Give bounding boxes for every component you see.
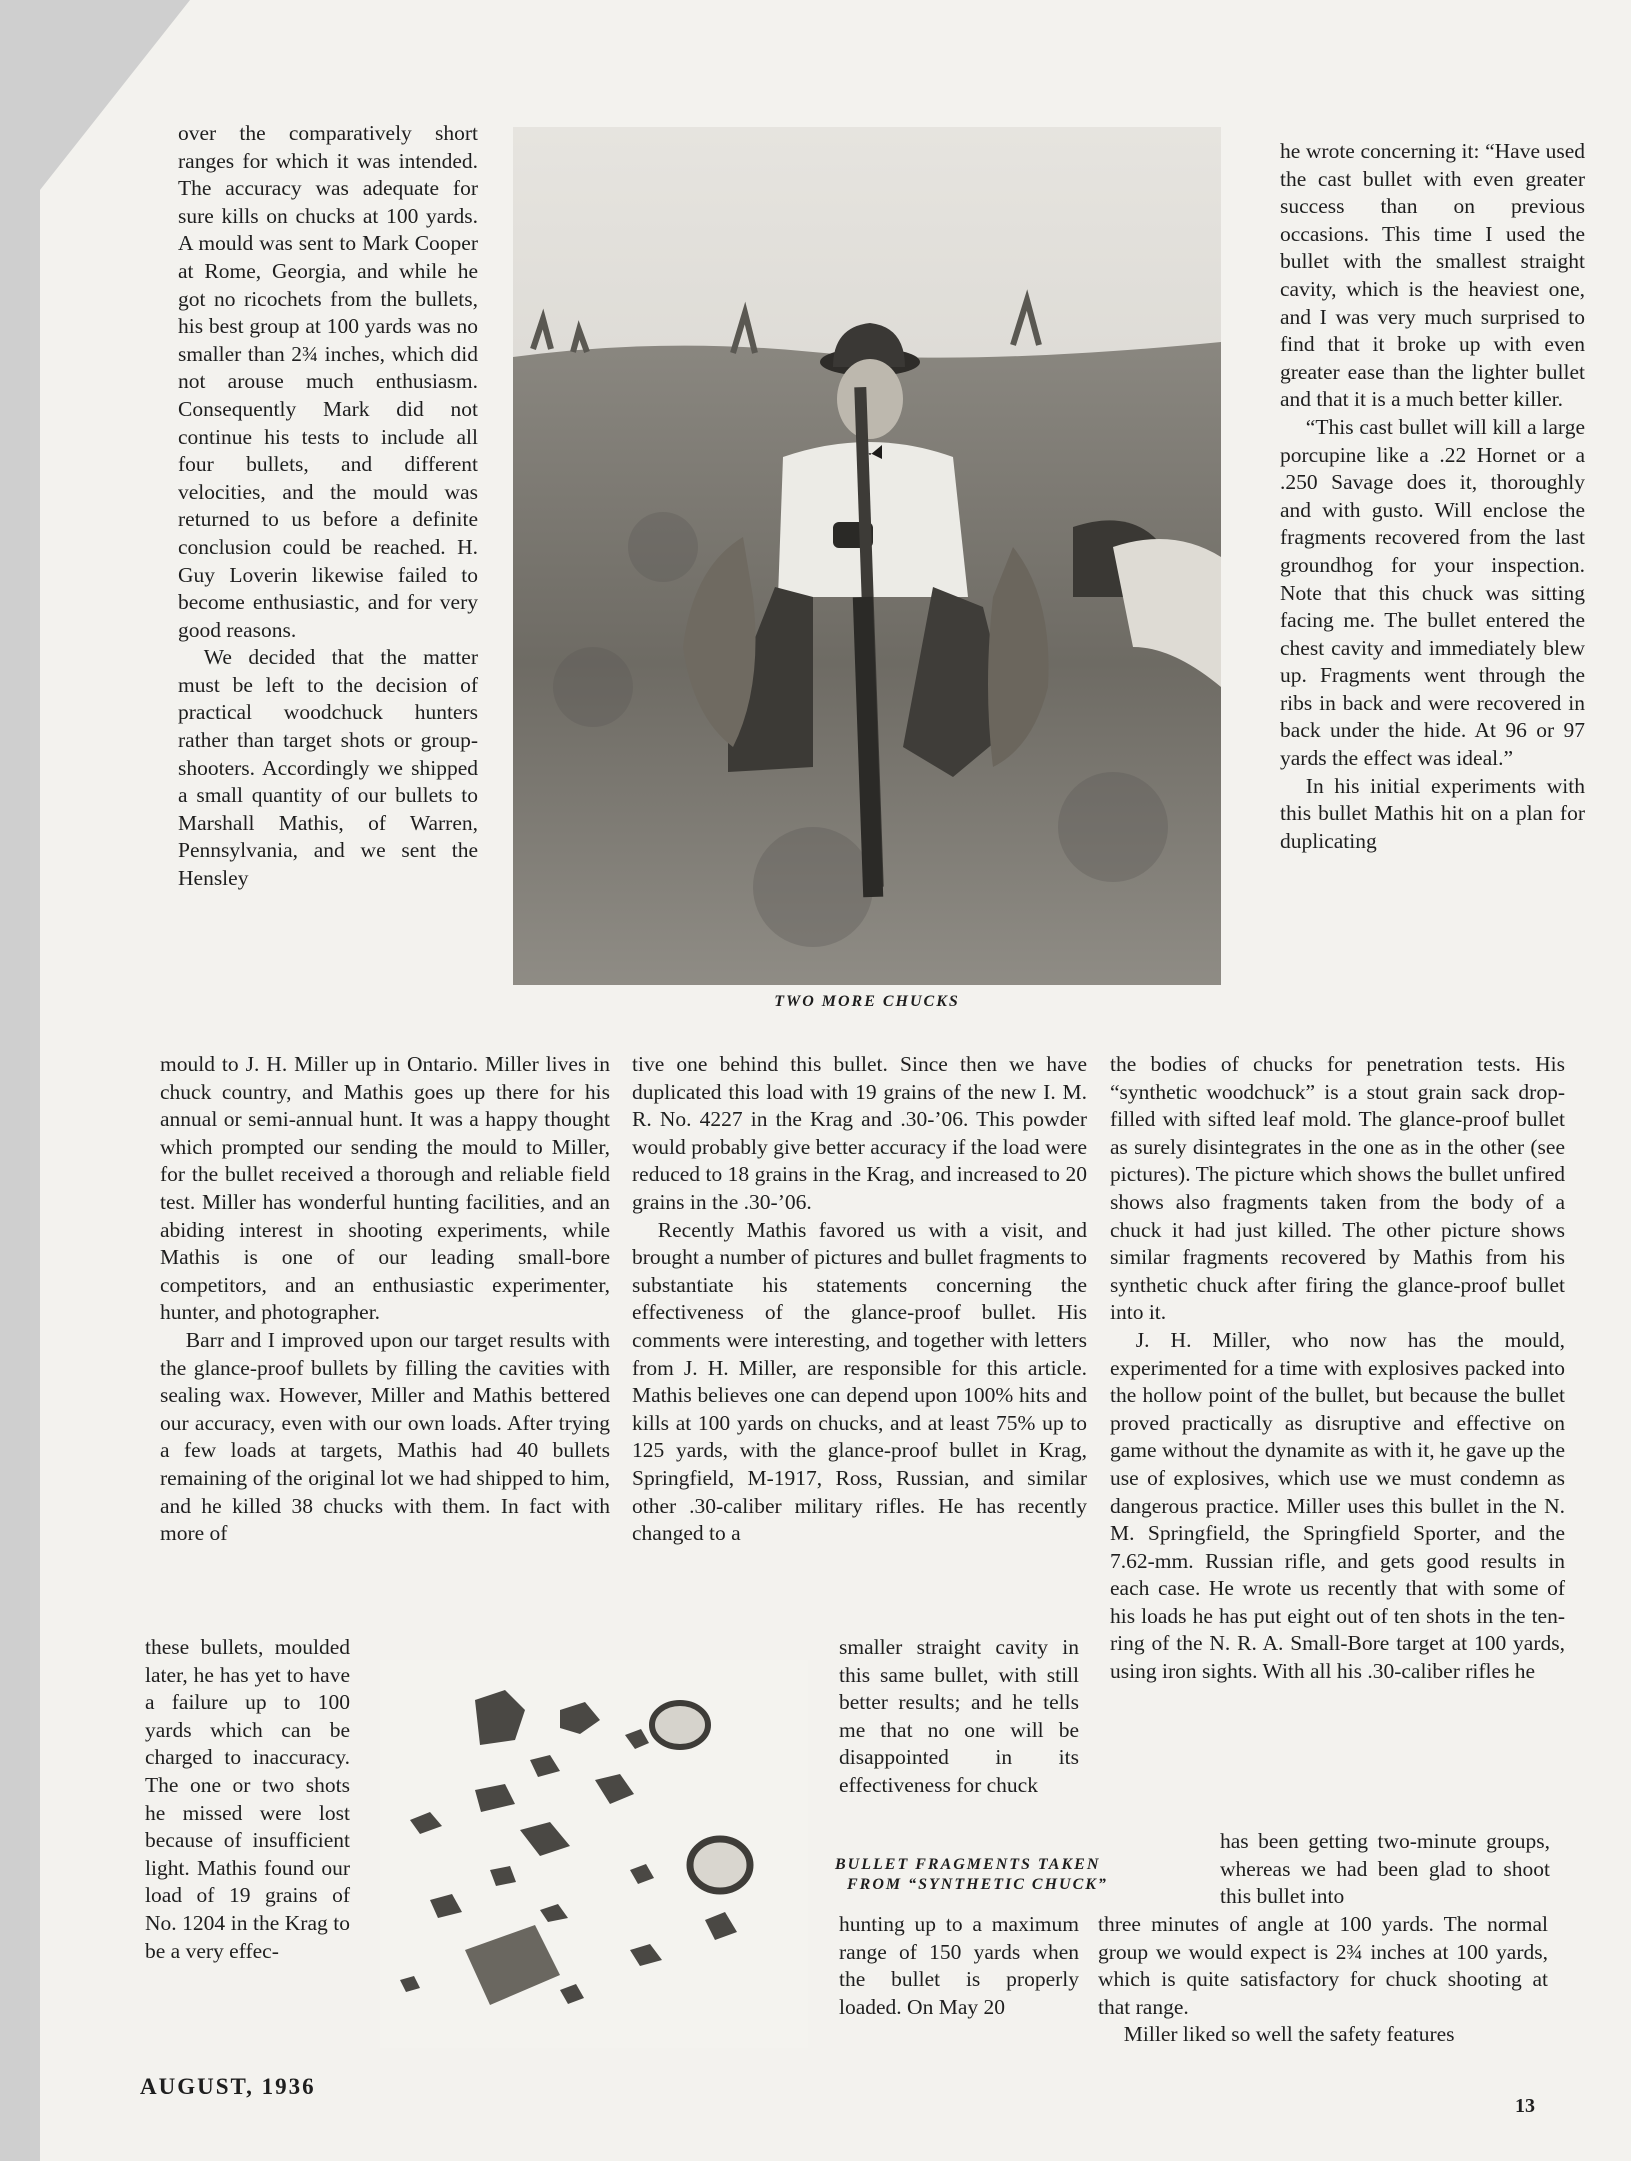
caption-line: FROM “SYNTHETIC CHUCK” [847,1876,1108,1893]
paragraph: has been getting two-minute groups, whereas we had been glad to shoot this bullet into [1220,1829,1550,1909]
paragraph: he wrote concerning it: “Have used the cast bullet with even greater success than on previous occasions. This time I used the bullet with the smallest straight cavity, which is the heaviest one, and I was very much surprised to find that it broke up with even greater ease than the lighter bullet and that it is a much better killer. [1280,139,1585,412]
paragraph: Miller liked so well the safety features [1123,2022,1455,2047]
caption-line: BULLET FRAGMENTS TAKEN [835,1856,1101,1873]
paragraph: three minutes of angle at 100 yards. The normal group we would expect is 2¾ inches at 100 yards, which is quite satisfactory for chuck shooting at that range. [1098,1912,1548,2019]
paragraph: over the comparatively short ranges for which it was intended. The accuracy was adequate for sure kills on chucks at 100 yards. A mould was sent to Mark Cooper at Rome, Georgia, and while he got no ricochets from the bullets, his best group at 100 yards was no smaller than 2¾ inches, which did not arouse much enthusiasm. Consequently Mark did not continue his tests to include all four bullets, and different velocities, and the mould was returned to us before a definite conclusion could be reached. H. Guy Loverin likewise failed to become enthusiastic, and for very good reasons. [178,121,478,642]
paragraph: mould to J. H. Miller up in Ontario. Miller lives in chuck country, and Mathis goes up there for his annual or semi-annual hunt. It was a happy thought which prompted our sending the mould to Miller, for the bullet received a thorough and reliable field test. Miller has wonderful hunting facilities, and an abiding interest in shooting experiments, while Mathis is one of our leading small-bore competitors, and an enthusiastic experimenter, hunter, and photographer. [160,1052,610,1325]
column-2-narrow [839,1634,1079,1800]
paragraph: smaller straight cavity in this same bullet, with still better results; and he tells me that no one will be disappointed in its effectiveness for chuck [839,1635,1079,1797]
page-number: 13 [1515,2095,1535,2117]
column-2-top [632,1051,1087,1548]
paragraph: the bodies of chucks for penetration tests. His “synthetic woodchuck” is a stout grain sack drop-filled with sifted leaf mold. The glance-proof bullet as surely disintegrates in the one as in the other (see pictures). The picture which shows the bullet unfired shows also fragments taken from the body of a chuck it had just killed. The other picture shows similar fragments recovered by Mathis from his synthetic chuck after firing the glance-proof bullet into it. [1110,1052,1565,1325]
photo-hunter-with-chucks [513,127,1221,985]
paragraph: In his initial experiments with this bullet Mathis hit on a plan for duplicating [1280,773,1585,853]
paragraph: J. H. Miller, who now has the mould, experimented for a time with explosives packed into the hollow point of the bullet, but because the bullet proved practically as disruptive and effective on game without the dynamite as with it, he gave up the use of explosives, which use we must condemn as dangerous practice. Miller uses this bullet in the N. M. Springfield, the Springfield Sporter, and the 7.62-mm. Russian rifle, and gets good results in each case. He wrote us recently that with some of his loads he has put eight out of ten shots in the ten-ring of the N. R. A. Small-Bore target at 100 yards, using iron sights. With all his .30-caliber rifles he [1110,1327,1565,1684]
paragraph: “This cast bullet will kill a large porcupine like a .22 Hornet or a .250 Savage does it, thoroughly and with gusto. Will enclose the fragments recovered from the last groundhog for your inspection. Note that this chuck was sitting facing me. The bullet entered the chest cavity and immediately blew up. Fragments went through the ribs in back and were recovered in back under the hide. At 96 or 97 yards the effect was ideal.” [1280,414,1585,771]
column-2-bottom [839,1911,1079,2021]
column-3-bottom [1098,1911,1548,2049]
column-1-top [178,120,478,893]
column-3-narrow [1220,1828,1550,1911]
photo-caption-two-more-chucks: TWO MORE CHUCKS [774,993,960,1010]
column-1-middle [160,1051,610,1548]
column-3-middle [1110,1051,1565,1686]
paragraph: tive one behind this bullet. Since then we have duplicated this load with 19 grains of the new I. M. R. No. 4227 in the Krag and .30-’06. This powder would probably give better accuracy if the load were reduced to 18 grains in the Krag, and increased to 20 grains in the .30-’06. [632,1052,1087,1214]
column-1-bottom [145,1634,350,1965]
photo-bullet-fragments [380,1660,808,2048]
issue-date: AUGUST, 1936 [140,2074,316,2099]
paragraph: hunting up to a maximum range of 150 yards when the bullet is properly loaded. On May 20 [839,1912,1079,2019]
paragraph: Recently Mathis favored us with a visit, and brought a number of pictures and bullet fragments to substantiate his statements concerning the effectiveness of the glance-proof bullet. His comments were interesting, and together with letters from J. H. Miller, are responsible for this article. Mathis believes one can depend upon 100% hits and kills at 100 yards on chucks, and at least 75% up to 125 yards, with the glance-proof bullet in Krag, Springfield, M-1917, Ross, Russian, and similar other .30-caliber military rifles. He has recently changed to a [632,1217,1087,1546]
paragraph: Barr and I improved upon our target results with the glance-proof bullets by filling the cavities with sealing wax. However, Miller and Mathis bettered our accuracy, even with our own loads. After trying a few loads at targets, Mathis had 40 bullets remaining of the original lot we had shipped to him, and he killed 38 chucks with them. In fact with more of [160,1327,610,1546]
photo-caption-bullet-fragments [835,1855,1215,1895]
paragraph: We decided that the matter must be left to the decision of practical woodchuck hunters rather than target shots or group-shooters. Accordingly we shipped a small quantity of our bullets to Marshall Mathis, of Warren, Pennsylvania, and we sent the Hensley [178,645,478,891]
paragraph: these bullets, moulded later, he has yet to have a failure up to 100 yards which can be charged to inaccuracy. The one or two shots he missed were lost because of insufficient light. Mathis found our load of 19 grains of No. 1204 in the Krag to be a very effec- [145,1635,350,1963]
column-3-top [1280,138,1585,855]
